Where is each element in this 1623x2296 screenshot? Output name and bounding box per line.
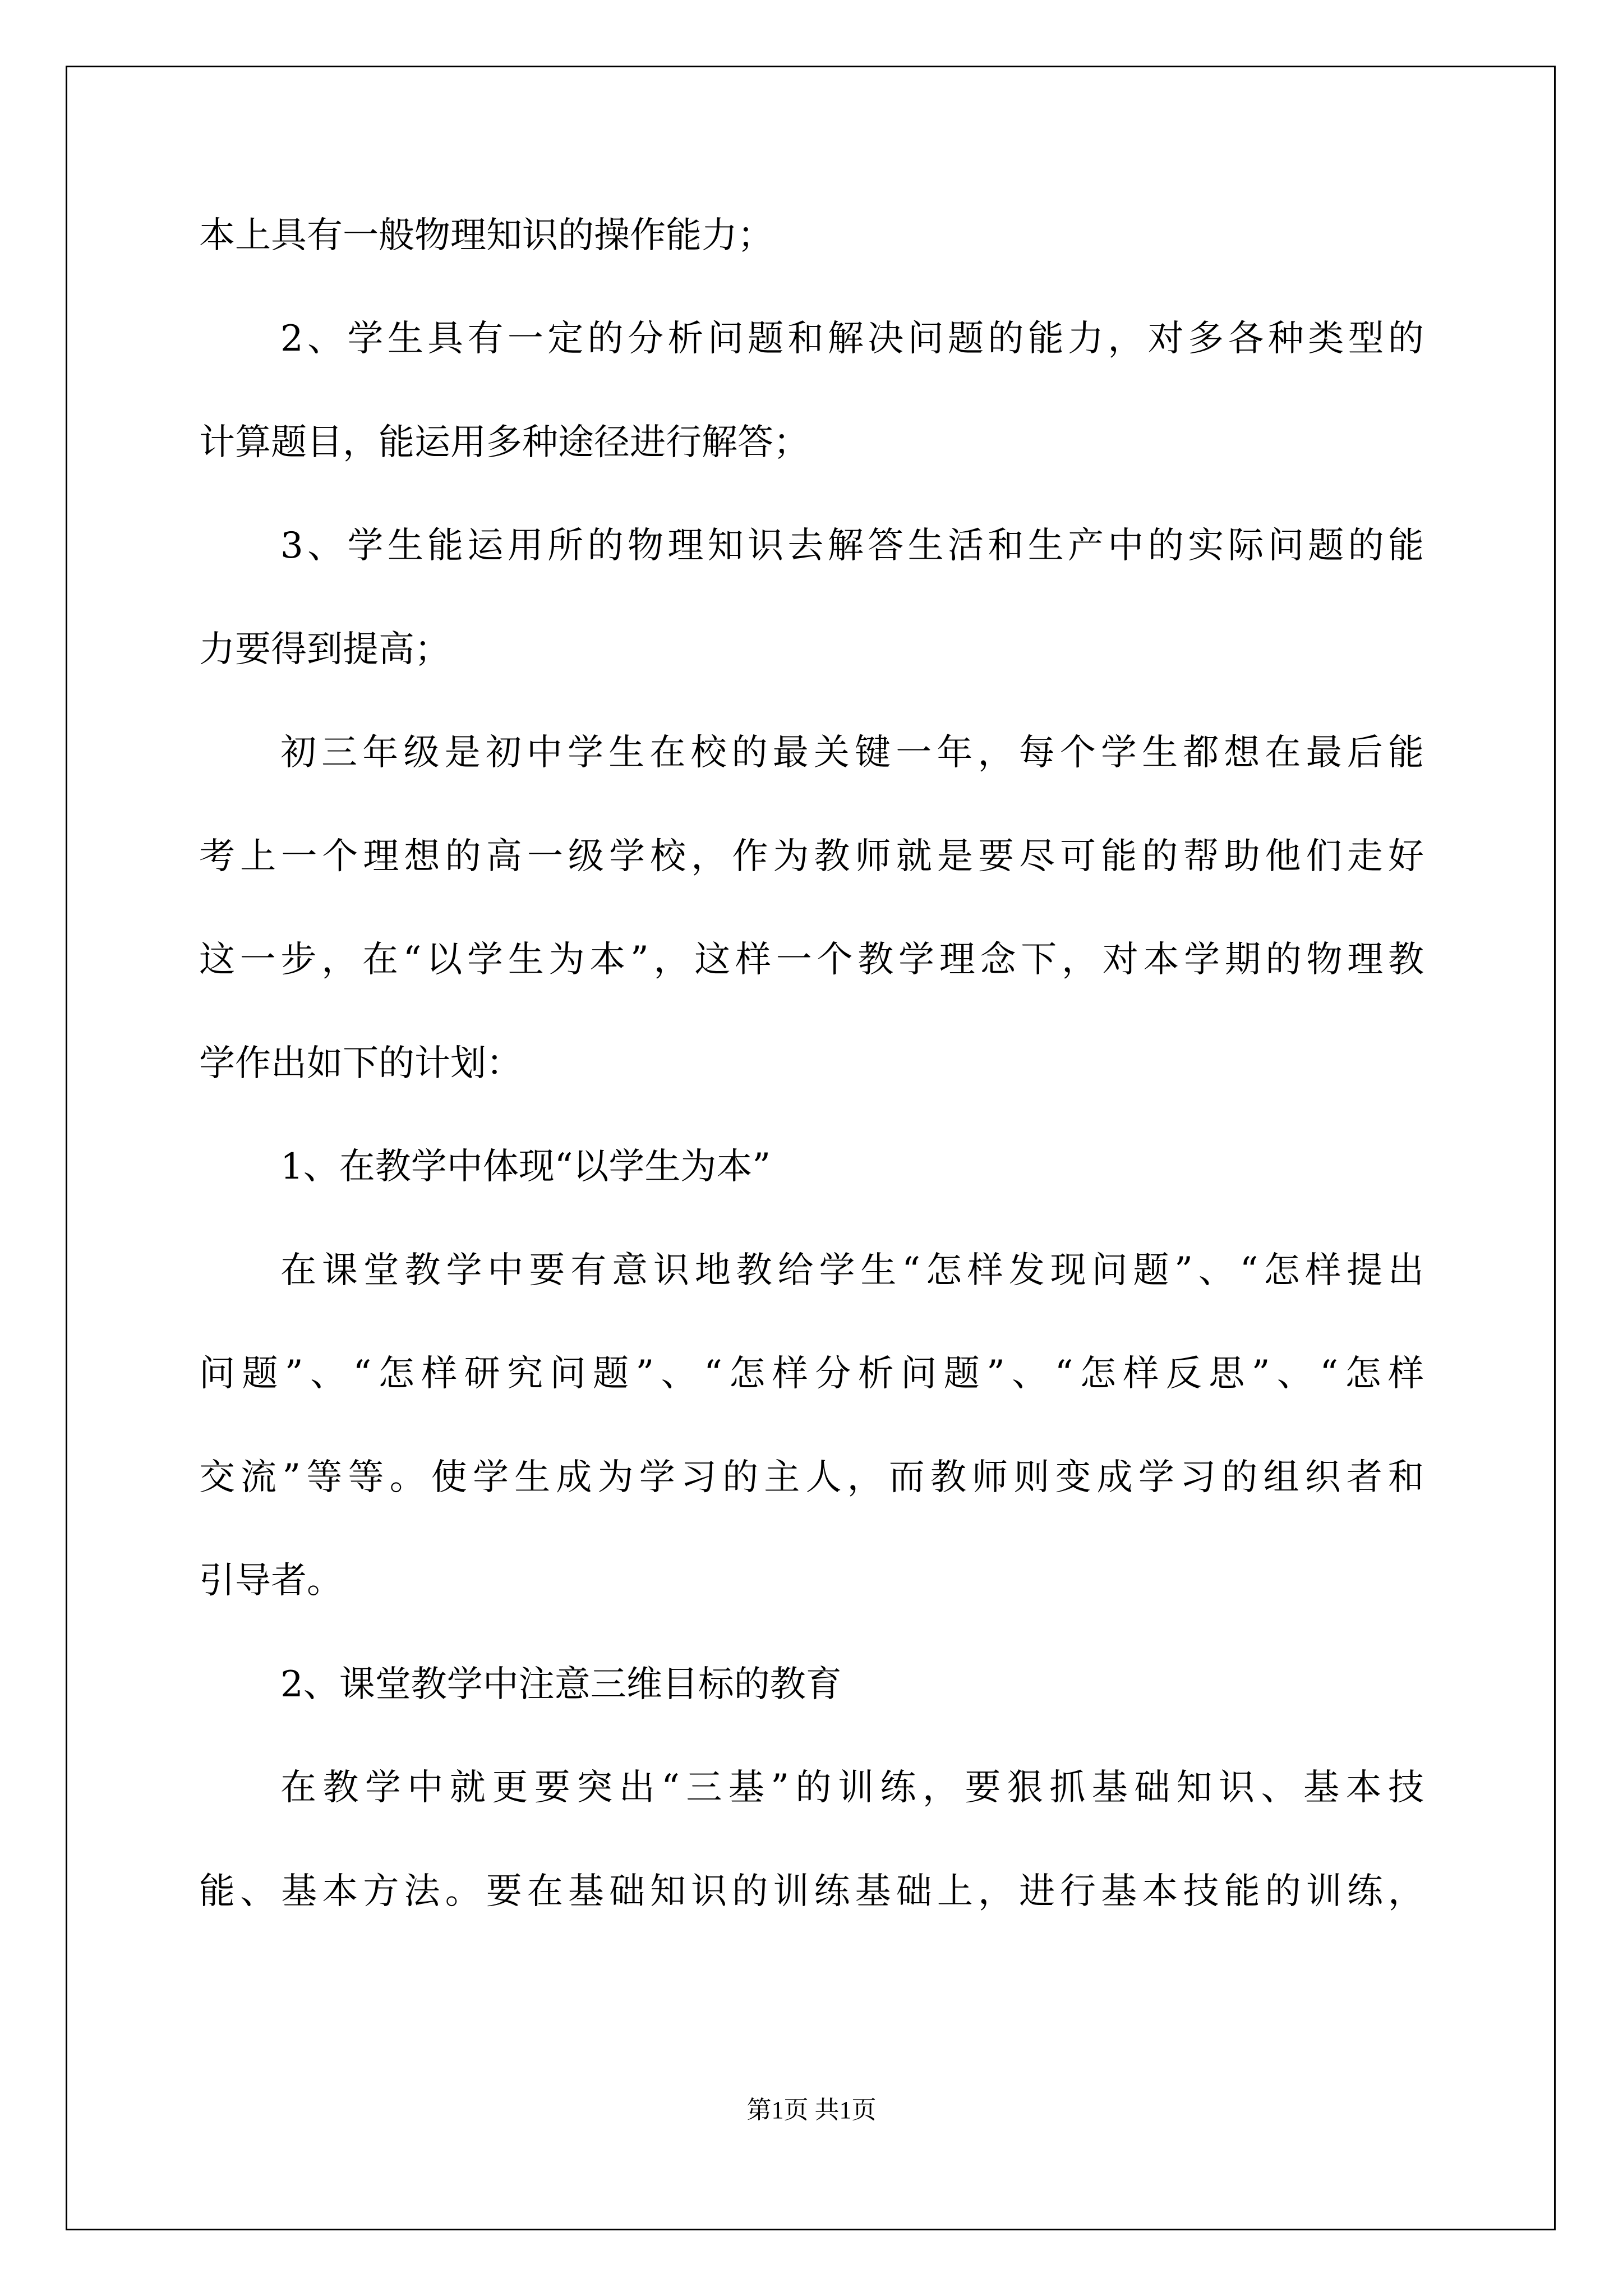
text-line: 在课堂教学中要有意识地教给学生“怎样发现问题”、“怎样提出: [280, 1250, 1424, 1291]
text-line: 能、基本方法。要在基础知识的训练基础上，进行基本技能的训练，: [199, 1871, 1424, 1912]
text-line: 问题”、“怎样研究问题”、“怎样分析问题”、“怎样反思”、“怎样: [199, 1353, 1424, 1395]
text-line: 2、学生具有一定的分析问题和解决问题的能力，对多各种类型的: [280, 318, 1424, 360]
text-line: 力要得到提高；: [199, 629, 450, 670]
text-line: 这一步，在“以学生为本”，这样一个教学理念下，对本学期的物理教: [199, 939, 1424, 981]
text-line: 引导者。: [199, 1560, 343, 1602]
section-heading: 2、课堂教学中注意三维目标的教育: [280, 1664, 842, 1705]
section-heading: 1、在教学中体现“以学生为本”: [280, 1146, 771, 1188]
text-line: 计算题目，能运用多种途径进行解答；: [199, 422, 809, 463]
text-line: 3、学生能运用所的物理知识去解答生活和生产中的实际问题的能: [280, 525, 1424, 567]
text-line: 交流”等等。使学生成为学习的主人，而教师则变成学习的组织者和: [199, 1457, 1424, 1498]
text-line: 本上具有一般物理知识的操作能力；: [199, 215, 773, 256]
text-line: 初三年级是初中学生在校的最关键一年，每个学生都想在最后能: [280, 732, 1424, 774]
text-line: 学作出如下的计划：: [199, 1043, 522, 1084]
text-line: 在教学中就更要突出“三基”的训练，要狠抓基础知识、基本技: [280, 1767, 1424, 1809]
text-line: 考上一个理想的高一级学校，作为教师就是要尽可能的帮助他们走好: [199, 836, 1424, 877]
page-number: 第1页 共1页: [746, 2096, 877, 2124]
